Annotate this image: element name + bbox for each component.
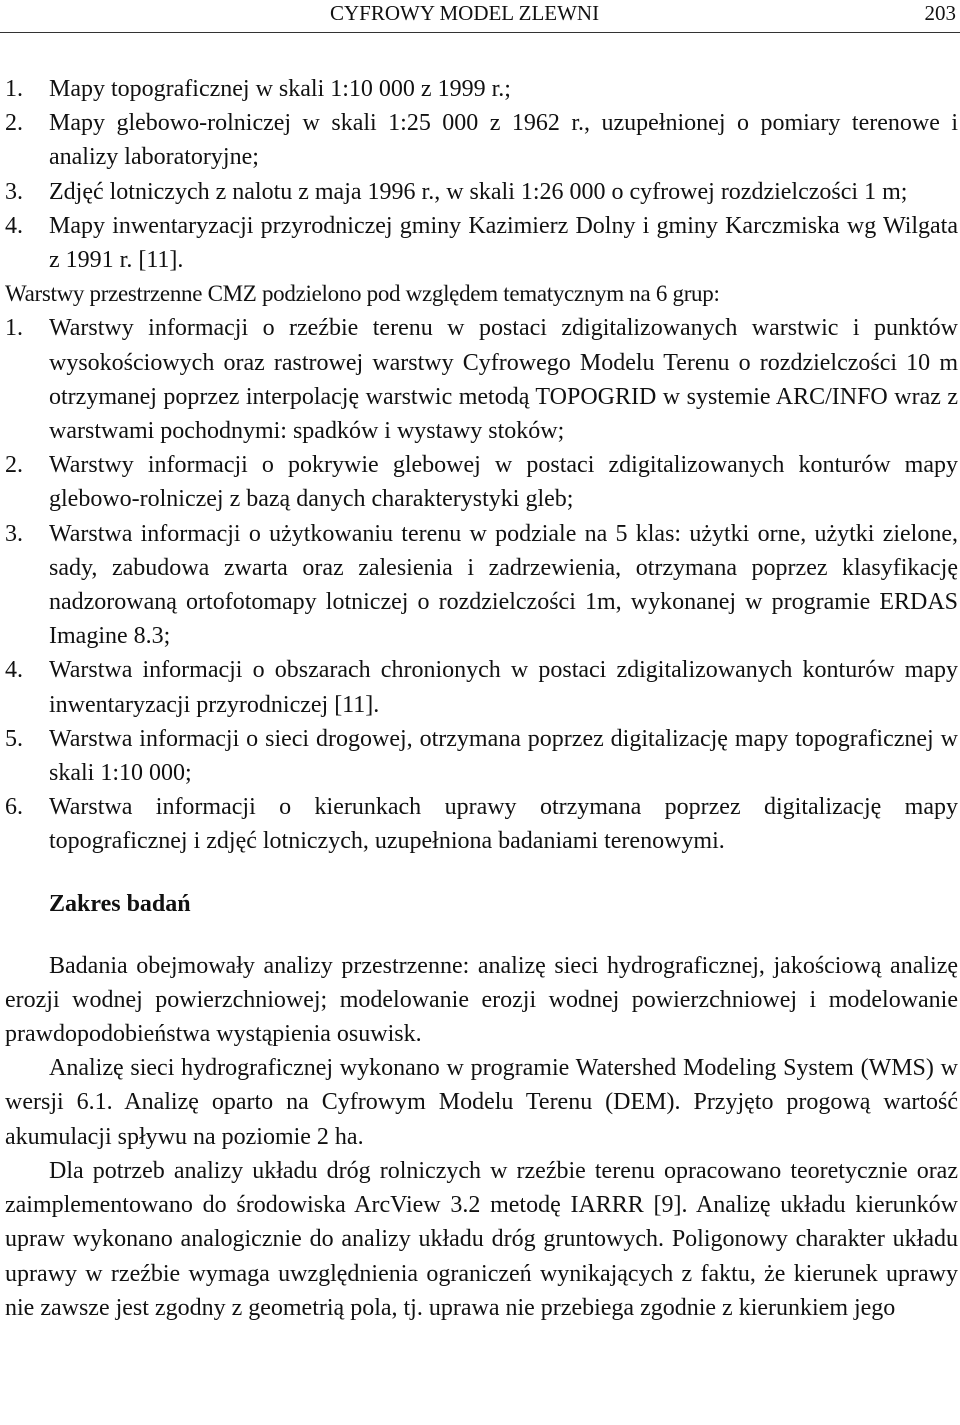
list-item bbox=[5, 722, 958, 790]
running-header bbox=[0, 0, 960, 33]
list-item bbox=[5, 653, 958, 721]
paragraph: Analizę sieci hydrograficznej wykonano w programie Watershed Modeling System (WMS) w wersji 6.1. Analizę oparto na Cyfrowym Modelu Terenu (DEM). Przyjęto progową wartość akumulacji spływu na poziomie 2 ha. bbox=[5, 1055, 958, 1150]
section-heading: Zakres badań bbox=[49, 890, 191, 917]
item-number: 2. bbox=[5, 110, 23, 137]
list-item bbox=[5, 448, 958, 516]
item-number: 1. bbox=[5, 76, 23, 102]
item-text: Warstwy informacji o pokrywie glebowej w postaci zdigitalizowanych konturów mapy glebowo-rolniczej z bazą danych charakterystyki gleb; bbox=[49, 452, 958, 513]
page-number: 203 bbox=[924, 1, 956, 25]
item-number: 4. bbox=[5, 657, 23, 684]
item-text: Warstwy informacji o rzeźbie terenu w postaci zdigitalizowanych warstwic i punktów wysokościowych oraz rastrowej warstwy Cyfrowego Modelu Terenu o rozdzielczości 10 m otrzymanej poprzez interpolację warstwic metodą TOPOGRID w systemie ARC/INFO wraz z warstwami pochodnymi: spadków i wystawy stoków; bbox=[49, 315, 958, 445]
spacer bbox=[5, 921, 958, 949]
item-number: 5. bbox=[5, 725, 23, 752]
list-item bbox=[5, 209, 958, 277]
paragraph: Badania obejmowały analizy przestrzenne: analizę sieci hydrograficznej, jakościową analizę erozji wodnej powierzchniowej; modelowanie erozji wodnej powierzchniowej i modelowanie prawdopodobieństwa wystąpienia osuwisk. bbox=[5, 952, 958, 1048]
item-text: Warstwa informacji o sieci drogowej, otrzymana poprzez digitalizację mapy topograficznej w skali 1:10 000; bbox=[49, 725, 958, 787]
item-text: Mapy inwentaryzacji przyrodniczej gminy Kazimierz Dolny i gminy Karczmiska wg Wilgata z 1991 r. [11]. bbox=[49, 212, 958, 274]
list-item bbox=[5, 790, 958, 858]
item-number: 3. bbox=[5, 520, 23, 547]
item-text: Mapy glebowo-rolniczej w skali 1:25 000 z 1962 r., uzupełnionej o pomiary terenowe i analizy laboratoryjne; bbox=[49, 110, 958, 171]
layers-intro: Warstwy przestrzenne CMZ podzielono pod względem tematycznym na 6 grup: bbox=[5, 281, 720, 307]
item-number: 4. bbox=[5, 212, 23, 239]
item-text: Zdjęć lotniczych z nalotu z maja 1996 r., w skali 1:26 000 o cyfrowej rozdzielczości 1 m; bbox=[49, 178, 908, 205]
item-number: 2. bbox=[5, 452, 23, 479]
spacer bbox=[5, 859, 958, 887]
list-item bbox=[5, 106, 958, 174]
item-text: Warstwa informacji o kierunkach uprawy otrzymana poprzez digitalizację mapy topograficznej i zdjęć lotniczych, uzupełniona badaniami terenowymi. bbox=[49, 794, 958, 855]
item-number: 3. bbox=[5, 178, 23, 205]
item-number: 6. bbox=[5, 794, 23, 821]
paragraph: Dla potrzeb analizy układu dróg rolniczych w rzeźbie terenu opracowano teoretycznie oraz zaimplementowano do środowiska ArcView 3.2 metodę IARRR [9]. Analizę układu kierunków upraw wykonano analogicznie do analizy układu dróg gruntowych. Poligonowy charakter układu uprawy w rzeźbie wymaga uwzględnienia ograniczeń wynikających z faktu, że kierunek uprawy nie zawsze jest zgodny z geometrią pola, tj. uprawa nie przebiega zgodnie z kierunkiem jego bbox=[5, 1157, 958, 1321]
item-text: Warstwa informacji o użytkowaniu terenu w podziale na 5 klas: użytki orne, użytki zielone, sady, zabudowa zwarta oraz zalesienia i zadrzewienia, otrzymana poprzez klasyfikację nadzorowaną ortofotomapy lotniczej o rozdzielczości 1m, wykonanej w programie ERDAS Imagine 8.3; bbox=[49, 520, 958, 650]
list-item bbox=[5, 311, 958, 448]
body-text bbox=[5, 72, 958, 1325]
item-number: 1. bbox=[5, 315, 23, 342]
list-item bbox=[5, 175, 958, 209]
item-text: Warstwa informacji o obszarach chronionych w postaci zdigitalizowanych konturów mapy inwentaryzacji przyrodniczej [11]. bbox=[49, 657, 958, 718]
list-item bbox=[5, 517, 958, 654]
list-item bbox=[5, 72, 958, 106]
sources-list bbox=[5, 72, 958, 277]
running-title: CYFROWY MODEL ZLEWNI bbox=[330, 1, 600, 25]
item-text: Mapy topograficznej w skali 1:10 000 z 1999 r.; bbox=[49, 76, 511, 102]
layers-list bbox=[5, 311, 958, 858]
